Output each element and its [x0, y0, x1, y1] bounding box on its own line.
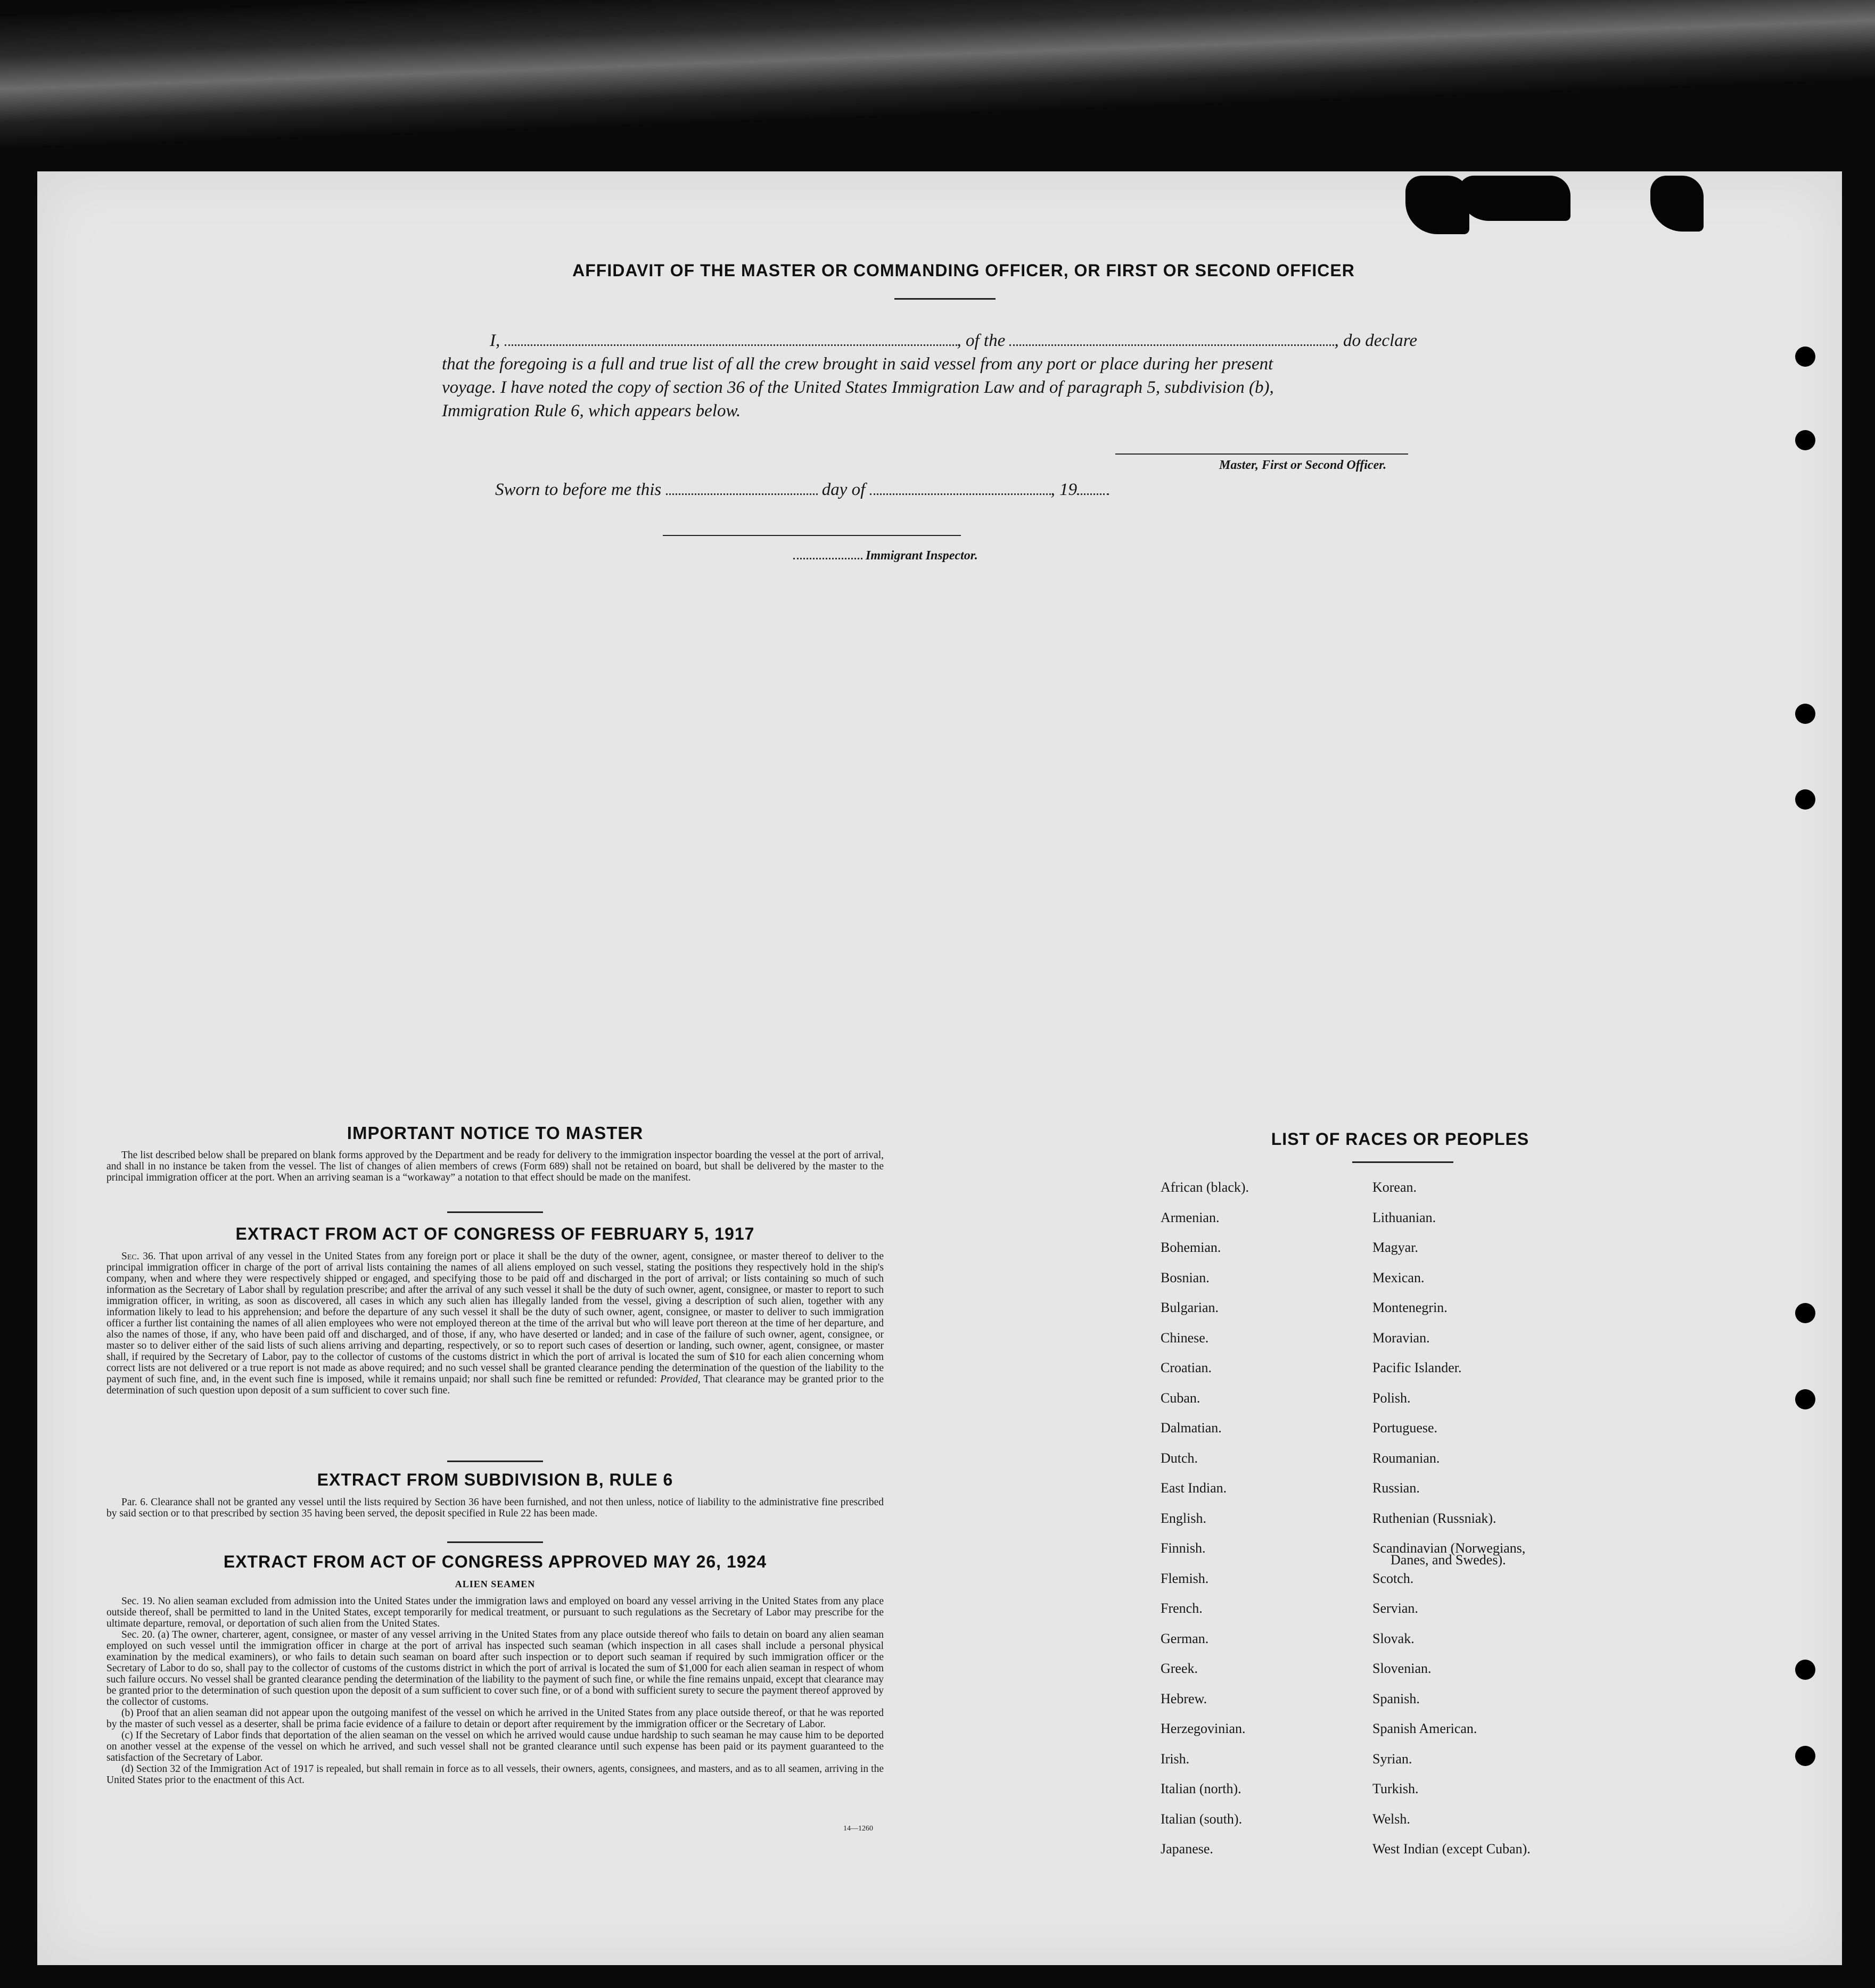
race-item: Cuban.: [1161, 1390, 1200, 1406]
race-item: Moravian.: [1372, 1330, 1430, 1346]
race-item: Bosnian.: [1161, 1269, 1210, 1285]
sworn-day-blank: [666, 493, 818, 495]
race-item: West Indian (except Cuban).: [1372, 1841, 1531, 1857]
vessel-blank: [1009, 344, 1334, 346]
race-item: Italian (north).: [1161, 1781, 1241, 1796]
punch-hole: [1795, 347, 1815, 367]
race-item: Korean.: [1372, 1179, 1417, 1195]
race-item: Finnish.: [1161, 1540, 1206, 1556]
race-item: Scotch.: [1372, 1570, 1414, 1586]
race-item: Japanese.: [1161, 1841, 1213, 1857]
race-item: Spanish American.: [1372, 1721, 1477, 1736]
sec-36-text: That upon arrival of any vessel in the United States from any foreign port or place it shall be the duty of the owner, agent, consignee, or master thereof to deliver to the principal immigration officer in charge of the port of arrival lists containing the names of all aliens employed on such vessel, stating the positions they respectively hold in the ship's company, when and where they were respectively shipped or engaged, and specifying those to be paid off and discharged in the port of arrival; or lists containing so much of such information as the Secretary of Labor shall by regulation prescribe; and after the arrival of any such vessel it shall be the duty of such owner, agent, consignee, or master to report to such immigration officer, in writing, as soon as discovered, all cases in which any such alien has illegally landed from the vessel, giving a description of such alien, together with any information likely to lead to his apprehension; and before the departure of any such vessel it shall be the duty of such owner, agent, consignee, or master to deliver to such immigration officer a further list containing the names of all alien employees who were not employed thereon at the time of the arrival but who will leave port thereon at the time of her departure, and also the names of those, if any, who have been paid off and discharged, and of those, if any, who have deserted or landed; and in case of the failure of such owner, agent, consignee, or master so to deliver either of the said lists of such aliens arriving and departing, respectively, or so to report such cases of desertion or landing, such owner, agent, consignee, or master shall, if required by the Secretary of Labor, pay to the collector of customs of the customs district in which the port of arrival is located the sum of $10 for each alien concerning whom correct lists are not delivered or a true report is not made as above required; and no such vessel shall be granted clearance pending the determination of the question of the liability to the payment of such fine, and, in the event such fine is imposed, while it remains unpaid; nor shall such fine be remitted or refunded:: [106, 1251, 884, 1385]
rule6-title: EXTRACT FROM SUBDIVISION B, RULE 6: [317, 1470, 673, 1489]
race-item: Magyar.: [1372, 1240, 1418, 1255]
race-item: Italian (south).: [1161, 1811, 1243, 1827]
race-item: Roumanian.: [1372, 1450, 1440, 1466]
race-item: East Indian.: [1161, 1480, 1227, 1496]
race-item: Portuguese.: [1372, 1420, 1438, 1436]
race-item: Herzegovinian.: [1161, 1721, 1246, 1736]
race-item: Servian.: [1372, 1601, 1418, 1616]
notice-paragraph: The list described below shall be prepared on blank forms approved by the Department and be ready for delivery to the immigration inspector boarding the vessel at the port of arrival, and shall in no instance be taken from the vessel. The list of changes of alien members of crews (Form 689) shall not be retained on board, but shall be delivered by the master to the principal immigration officer at the port. When an arriving seaman is a “workaway” a notation to that effect should be made on the manifest.: [106, 1150, 884, 1183]
affidavit-line-2: that the foregoing is a full and true list of all the crew brought in said vessel from any port or place during her present: [442, 354, 1273, 374]
form-number: 14—1260: [843, 1825, 873, 1833]
sec-20c: (c) If the Secretary of Labor finds that deportation of the alien seaman on the vessel on which he arrived would cause undue hardship to such seaman he may cause him to be deported on another vessel at the expense of the vessel on which he arrived, and such vessel shall not be granted clearance until such expense has been paid or its payment guaranteed to the satisfaction of the Secretary of Labor.: [106, 1730, 884, 1763]
extract-1917-title: EXTRACT FROM ACT OF CONGRESS OF FEBRUARY 5, 1917: [235, 1224, 755, 1243]
extract-1917-text: [106, 1251, 884, 1396]
affidavit-do-declare: , do declare: [1334, 331, 1417, 350]
signature-label: Master, First or Second Officer.: [1219, 458, 1387, 472]
race-item: Lithuanian.: [1372, 1209, 1436, 1225]
title-divider: [894, 298, 996, 300]
punch-hole: [1795, 1303, 1815, 1323]
race-item: Ruthenian (Russniak).: [1372, 1510, 1496, 1526]
rule6-paragraph: Par. 6. Clearance shall not be granted any vessel until the lists required by Section 36 have been furnished, and not then unless, notice of liability to the administrative fine prescribed by said section or to that prescribed by section 35 having been served, the deposit specified in Rule 22 has been made.: [106, 1497, 884, 1519]
race-item: Spanish.: [1372, 1690, 1420, 1706]
race-item: Hebrew.: [1161, 1690, 1207, 1706]
race-item: German.: [1161, 1630, 1209, 1646]
name-blank: [505, 344, 957, 346]
extract-1924-text: [106, 1596, 884, 1786]
races-title: LIST OF RACES OR PEOPLES: [1271, 1129, 1529, 1149]
provided-word: Provided,: [660, 1374, 701, 1385]
race-item: African (black).: [1161, 1179, 1249, 1195]
race-item: Greek.: [1161, 1661, 1198, 1676]
inspector-label: Immigrant Inspector.: [866, 549, 978, 563]
race-item: Irish.: [1161, 1751, 1190, 1767]
sec-20d: (d) Section 32 of the Immigration Act of 1917 is repealed, but shall remain in force as to all vessels, their owners, agents, consignees, and masters, and as to all seamen, arriving in the United States prior to the enactment of this Act.: [106, 1763, 884, 1786]
race-item: Montenegrin.: [1372, 1300, 1448, 1315]
ink-blot: [1459, 176, 1570, 221]
race-item: Turkish.: [1372, 1781, 1419, 1796]
notice-divider: [447, 1211, 543, 1213]
race-item: Russian.: [1372, 1480, 1420, 1496]
race-item: Pacific Islander.: [1372, 1360, 1462, 1375]
sec-36-label: Sec. 36.: [121, 1251, 156, 1262]
punch-hole: [1795, 1389, 1815, 1409]
day-of-text: day of: [821, 480, 866, 499]
race-item: Syrian.: [1372, 1751, 1412, 1767]
race-item: Slovenian.: [1372, 1661, 1432, 1676]
race-item: Dutch.: [1161, 1450, 1198, 1466]
year-blank: [1077, 493, 1109, 495]
sworn-month-blank: [870, 493, 1051, 495]
sec-36-end: That clearance may be granted prior to the determination of such question upon deposit of a sum sufficient to cover such fine.: [106, 1374, 884, 1396]
race-item: Bohemian.: [1161, 1240, 1221, 1255]
affidavit-of-the: , of the: [957, 331, 1006, 350]
punch-hole: [1795, 1660, 1815, 1680]
punch-hole: [1795, 789, 1815, 810]
rule6-divider: [447, 1541, 543, 1543]
punch-hole: [1795, 430, 1815, 450]
race-item: Polish.: [1372, 1390, 1411, 1406]
race-item: English.: [1161, 1510, 1206, 1526]
race-item: Croatian.: [1161, 1360, 1212, 1375]
sec-20a: Sec. 20. (a) The owner, charterer, agent, consignee, or master of any vessel arriving in the United States from any place outside thereof who fails to detain on board any alien seaman employed on such vessel until the immigration officer in charge at the port of arrival has inspected such seaman (which inspection in all cases shall include a personal physical examination by the medical examiners), or who fails to detain such seaman on board after such inspection or to deport such seaman if required by such immigration officer or the Secretary of Labor to do so, shall pay to the collector of customs of the customs district in which the port of arrival is located the sum of $1,000 for each alien seaman in respect of whom such failure occurs. No vessel shall be granted clearance pending the determination of the liability to the payment of such fine, or while the fine remains unpaid, except that clearance may be granted prior to the determination of such question upon the deposit of a sum sufficient to cover such fine, or of a bond with sufficient surety to secure the payment thereof approved by the collector of customs.: [106, 1629, 884, 1707]
year-text: , 19: [1050, 480, 1078, 499]
race-scandinavian-cont: Danes, and Swedes).: [1391, 1552, 1506, 1568]
notice-title: IMPORTANT NOTICE TO MASTER: [347, 1123, 644, 1143]
film-edge-strip: [0, 0, 1875, 149]
inspector-signature-line: [663, 535, 961, 536]
inspector-blank: [793, 558, 862, 559]
alien-seamen-subtitle: ALIEN SEAMEN: [455, 1579, 536, 1589]
notice-text: [106, 1150, 884, 1183]
race-item: French.: [1161, 1601, 1203, 1616]
race-item: Bulgarian.: [1161, 1300, 1219, 1315]
race-item: Dalmatian.: [1161, 1420, 1222, 1436]
affidavit-title: AFFIDAVIT OF THE MASTER OR COMMANDING OFFICER, OR FIRST OR SECOND OFFICER: [572, 261, 1355, 280]
extract-1924-title: EXTRACT FROM ACT OF CONGRESS APPROVED MAY 26, 1924: [223, 1552, 767, 1571]
sworn-line: [495, 478, 1109, 501]
race-item: Welsh.: [1372, 1811, 1410, 1827]
races-divider: [1352, 1161, 1453, 1163]
race-item: Slovak.: [1372, 1630, 1415, 1646]
race-item: Chinese.: [1161, 1330, 1209, 1346]
sworn-text: Sworn to before me this: [495, 480, 662, 499]
race-item: Armenian.: [1161, 1209, 1220, 1225]
affidavit-i: I,: [490, 331, 500, 350]
race-item: Flemish.: [1161, 1570, 1209, 1586]
sec-20b: (b) Proof that an alien seaman did not appear upon the outgoing manifest of the vessel on which he arrived in the United States from any place outside thereof, or that he was reported by the master of such vessel as a deserter, shall be prima facie evidence of a failure to detain or deport after requirement by the immigration officer or the Secretary of Labor.: [106, 1707, 884, 1730]
affidavit-line-3: voyage. I have noted the copy of section 36 of the United States Immigration Law and of paragraph 5, subdivision (b),: [442, 378, 1274, 397]
extract-1917-divider: [447, 1461, 543, 1462]
rule6-text: [106, 1497, 884, 1519]
race-item: Mexican.: [1372, 1269, 1425, 1285]
punch-hole: [1795, 1746, 1815, 1766]
inspector-label-line: [793, 544, 978, 567]
affidavit-line-4: Immigration Rule 6, which appears below.: [442, 401, 741, 420]
affidavit-line-1: [490, 329, 1417, 352]
sec-19: Sec. 19. No alien seaman excluded from admission into the United States under the immigration laws and employed on board any vessel arriving in the United States from any place outside thereof, shall be permitted to land in the United States, except temporarily for medical treatment, or pursuant to such regulations as the Secretary of Labor may prescribe for the ultimate departure, removal, or deportation of such alien from the United States.: [106, 1596, 884, 1629]
punch-hole: [1795, 704, 1815, 724]
race-item: Scandinavian (Norwegians,: [1372, 1540, 1526, 1556]
